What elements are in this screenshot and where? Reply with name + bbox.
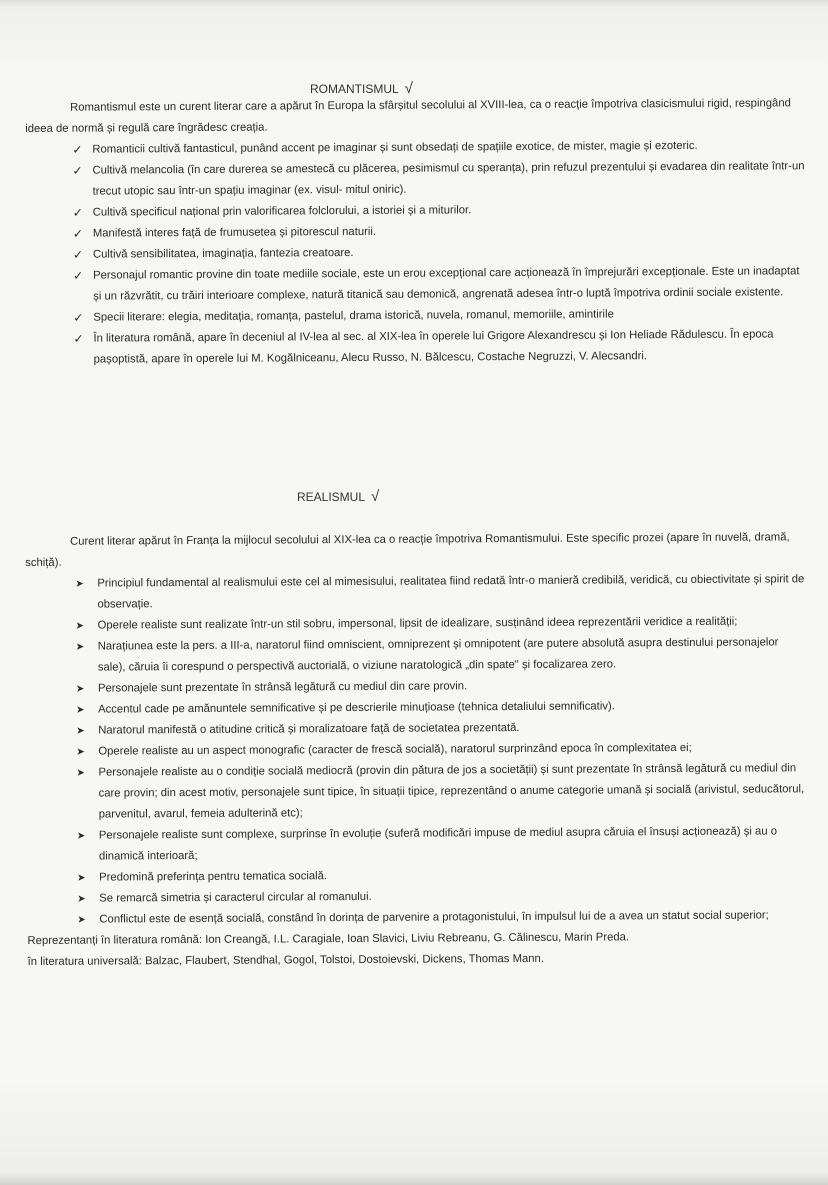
list-item-text: Personajele realiste sunt complexe, surprinse în evoluție (suferă modificări impuse de mediul asupra căruia el însuși acționează) și au o dinamică interioară; bbox=[98, 825, 778, 863]
arrowhead-icon: ➤ bbox=[76, 767, 85, 779]
arrowhead-icon: ➤ bbox=[75, 578, 84, 590]
list-item-text: Cultivă specificul național prin valorificarea folclorului, a istoriei și a miturilor. bbox=[92, 204, 472, 219]
list-item-text: Personajul romantic provine din toate mediile sociale, este un erou excepțional care acționează în împrejurări excepționale. Este un inadaptat și un răzvrătit, cu trăiri interioare complexe, natură titanică sau demonică, angrenată adesea într-o luptă împotriva ordinii sociale existente. bbox=[93, 265, 800, 303]
list-item-text: Operele realiste sunt realizate într-un stil sobru, impersonal, lipsit de idealizare, susținând ideea reprezentării veridice a realității; bbox=[97, 615, 738, 632]
realism-section bbox=[25, 527, 808, 973]
realism-heading bbox=[297, 488, 379, 505]
list-item bbox=[26, 632, 806, 679]
romantism-heading bbox=[310, 80, 413, 97]
handwritten-check-mark: √ bbox=[371, 488, 380, 505]
checkmark-icon: ✓ bbox=[72, 142, 83, 157]
list-item-text: Principiul fundamental al realismului este cel al mimesisului, realitatea fiind redată într-o manieră credibilă, veridică, cu obiectivitate și spirit de observație. bbox=[97, 573, 805, 611]
checkmark-icon: ✓ bbox=[72, 226, 83, 241]
list-item-text: Narațiunea este la pers. a III-a, naratorul fiind omniscient, omniprezent și omnipotent (are putere absolută asupra destinului personajelor sale), căruia îi corespund o perspectivă auctorială, o viziune naratologică „din spate" și focalizarea zero. bbox=[97, 636, 779, 674]
romantism-section bbox=[25, 93, 807, 371]
arrowhead-icon: ➤ bbox=[76, 704, 85, 716]
list-item-text: În literatura română, apare în deceniul al IV-lea al sec. al XIX-lea în operele lui Grigore Alexandrescu și Ion Heliade Rădulescu. În epoca pașoptistă, apare în operele lui M. Kogălniceanu, Alecu Russo, N. Bălcescu, Costache Negruzzi, V. Alecsandri. bbox=[93, 328, 774, 366]
list-item-text: Personajele sunt prezentate în strânsă legătură cu mediul din care provin. bbox=[97, 680, 468, 695]
arrowhead-icon: ➤ bbox=[75, 620, 85, 632]
checkmark-icon: ✓ bbox=[72, 247, 84, 262]
list-item bbox=[26, 324, 806, 371]
arrowhead-icon: ➤ bbox=[76, 746, 85, 758]
handwritten-check-mark: √ bbox=[404, 80, 413, 97]
list-item bbox=[27, 821, 807, 868]
arrowhead-icon: ➤ bbox=[76, 830, 86, 842]
list-item-text: Cultivă sensibilitatea, imaginația, fantezia creatoare. bbox=[92, 246, 354, 261]
checkmark-icon: ✓ bbox=[73, 310, 84, 325]
page-bottom-edge bbox=[0, 1171, 828, 1185]
checkmark-icon: ✓ bbox=[72, 163, 83, 178]
list-item-text: Specii literare: elegia, meditația, romanța, pastelul, drama istorică, nuvela, romanul, memoriile, amintirile bbox=[93, 308, 614, 324]
list-item-text: Cultivă melancolia (în care durerea se amestecă cu plăcerea, pesimismul cu speranța), prin refuzul prezentului și evadarea din realitate într-un trecut utopic sau într-un spațiu imaginar (ex. visul- mitul oniric). bbox=[92, 160, 805, 198]
list-item-text: Conflictul este de esență socială, constând în dorința de parvenire a protagonistului, în impulsul lui de a avea un statut social superior; bbox=[99, 909, 769, 926]
checkmark-icon: ✓ bbox=[72, 205, 83, 220]
realism-title: REALISMUL bbox=[297, 490, 366, 504]
list-item bbox=[25, 156, 805, 203]
realism-bullet-list bbox=[25, 569, 807, 931]
list-item bbox=[26, 758, 806, 826]
romantism-bullet-list bbox=[25, 135, 806, 371]
arrowhead-icon: ➤ bbox=[77, 914, 86, 926]
list-item-text: Naratorul manifestă o atitudine critică și moralizatoare față de societatea prezentată. bbox=[98, 721, 520, 737]
arrowhead-icon: ➤ bbox=[77, 893, 86, 905]
arrowhead-icon: ➤ bbox=[75, 641, 85, 653]
list-item-text: Romanticii cultivă fantasticul, punând accent pe imaginar și sunt obsedați de spațiile exotice, de mister, magie și ezoteric. bbox=[92, 139, 698, 156]
arrowhead-icon: ➤ bbox=[76, 725, 85, 737]
realism-intro: Curent literar apărut în Franța la mijlocul secolului al XIX-lea ca o reacție împotriva Romantismului. Este specific prozei (apare în nuvelă, dramă, schiță). bbox=[25, 531, 790, 569]
list-item-text: Manifestă interes față de frumusetea și pitorescul naturii. bbox=[92, 225, 377, 240]
arrowhead-icon: ➤ bbox=[75, 683, 85, 695]
list-item bbox=[25, 569, 805, 616]
checkmark-icon: ✓ bbox=[73, 331, 84, 346]
list-item bbox=[26, 261, 806, 308]
romantism-title: ROMANTISMUL bbox=[310, 82, 399, 96]
representatives-universal: în literatura universală: Balzac, Flaubert, Stendhal, Gogol, Tolstoi, Dostoievski, Dickens, Thomas Mann. bbox=[27, 952, 545, 968]
romantism-intro: Romantismul este un curent literar care a apărut în Europa la sfârșitul secolului al XVIII-lea, ca o reacție împotriva clasicismului rigid, respingând ideea de normă și regulă care îngrădesc creația. bbox=[25, 97, 791, 135]
list-item-text: Se remarcă simetria și caracterul circular al romanului. bbox=[99, 890, 372, 905]
representatives-romanian: Reprezentanți în literatura română: Ion Creangă, I.L. Caragiale, Ioan Slavici, Liviu Rebreanu, G. Călinescu, Marin Preda. bbox=[27, 931, 630, 947]
list-item-text: Accentul cade pe amănuntele semnificative și pe descrierile minuțioase (tehnica detaliului semnificativ). bbox=[98, 700, 615, 716]
page-top-edge bbox=[0, 0, 828, 8]
list-item-text: Operele realiste au un aspect monografic (caracter de frescă socială), naratorul surprinzând epoca în complexitatea ei; bbox=[98, 741, 692, 758]
list-item-text: Predomină preferința pentru tematica socială. bbox=[99, 870, 328, 884]
list-item-text: Personajele realiste au o condiție socială mediocră (provin din pătura de jos a societății) și sunt prezentate în strânsă legătură cu mediul din care provin; din acest motiv, personajele sunt tipice, în situații tipice, reprezentând o anume categorie umană și socială (arivistul, seducătorul, parvenitul, avarul, femeia adulterină etc); bbox=[98, 762, 805, 821]
arrowhead-icon: ➤ bbox=[77, 872, 86, 884]
checkmark-icon: ✓ bbox=[73, 268, 84, 283]
